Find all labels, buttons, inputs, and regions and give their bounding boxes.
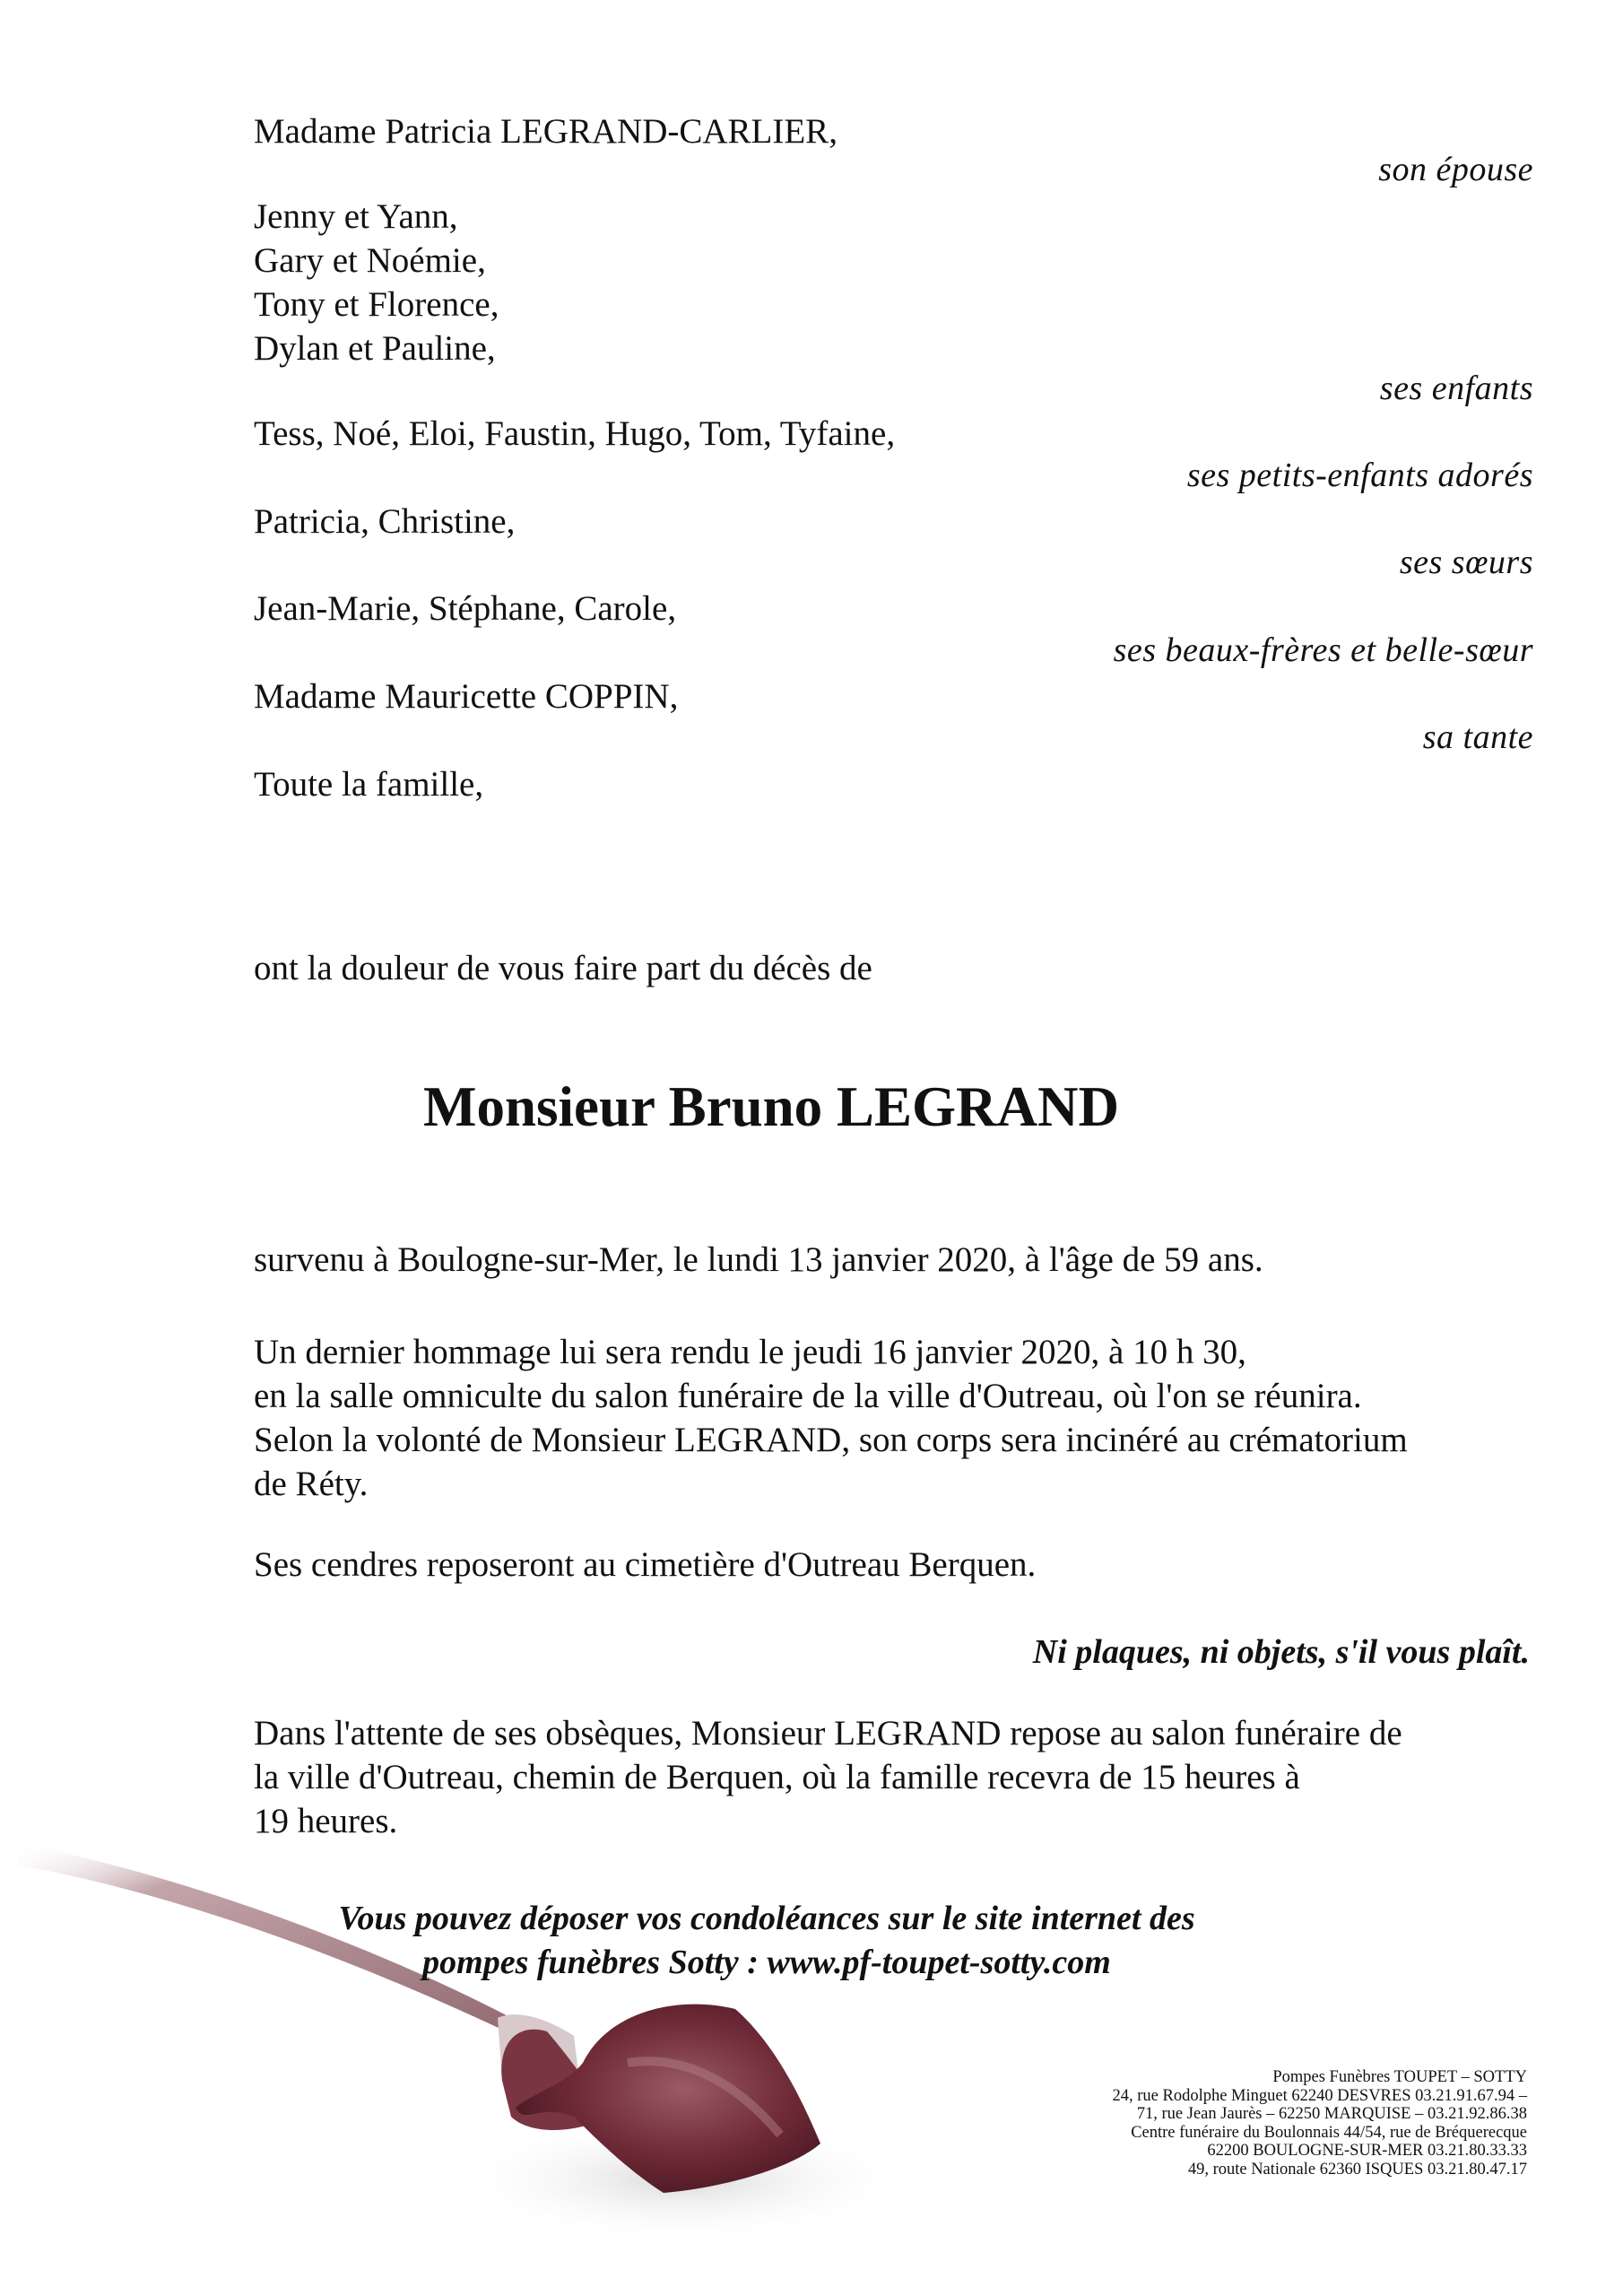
relation-label: ses petits-enfants adorés <box>1186 457 1533 494</box>
death-details: survenu à Boulogne-sur-Mer, le lundi 13 janvier 2020, à l'âge de 59 ans. <box>254 1240 1263 1279</box>
family-line: Tess, Noé, Eloi, Faustin, Hugo, Tom, Tyfaine, <box>254 414 896 453</box>
condolences-link-text: pompes funèbres Sotty : www.pf-toupet-sotty.com <box>422 1944 1111 1981</box>
footer-line: Pompes Funèbres TOUPET – SOTTY <box>1272 2068 1527 2086</box>
ceremony-line: Selon la volonté de Monsieur LEGRAND, son corps sera incinéré au crématorium <box>254 1421 1408 1459</box>
ceremony-line: de Réty. <box>254 1465 369 1503</box>
relation-label: ses beaux-frères et belle-sœur <box>1113 631 1533 669</box>
relation-label: son épouse <box>1378 151 1533 188</box>
announcement-text: ont la douleur de vous faire part du décès de <box>254 949 872 987</box>
condolences-line <box>0 1899 1623 1938</box>
footer-line: 62200 BOULOGNE-SUR-MER 03.21.80.33.33 <box>1207 2142 1527 2160</box>
family-line: Dylan et Pauline, <box>254 329 496 368</box>
relation-label: ses enfants <box>1379 370 1533 407</box>
flower-stem <box>18 1843 525 2040</box>
condolences-text: Vous pouvez déposer vos condoléances sur le site internet des <box>338 1900 1195 1937</box>
family-line: Tony et Florence, <box>254 285 499 324</box>
family-line: Jenny et Yann, <box>254 197 458 236</box>
relation-label: sa tante <box>1422 718 1533 756</box>
funeral-home-address-block <box>1113 2068 1528 2179</box>
visitation-line: 19 heures. <box>254 1802 398 1840</box>
family-line: Jean-Marie, Stéphane, Carole, <box>254 589 677 628</box>
ceremony-line: en la salle omniculte du salon funéraire de la ville d'Outreau, où l'on se réunira. <box>254 1377 1362 1415</box>
deceased-name-heading <box>0 1074 1623 1140</box>
visitation-line: la ville d'Outreau, chemin de Berquen, où la famille recevra de 15 heures à <box>254 1758 1300 1796</box>
no-flowers-notice: Ni plaques, ni objets, s'il vous plaît. <box>1032 1633 1530 1671</box>
family-line: Toute la famille, <box>254 765 484 804</box>
family-line: Madame Mauricette COPPIN, <box>254 677 679 716</box>
deceased-name: Monsieur Bruno LEGRAND <box>423 1075 1119 1138</box>
family-line: Madame Patricia LEGRAND-CARLIER, <box>254 112 838 151</box>
ashes-text: Ses cendres reposeront au cimetière d'Outreau Berquen. <box>254 1545 1037 1584</box>
footer-line: 71, rue Jean Jaurès – 62250 MARQUISE – 03.21.92.86.38 <box>1136 2105 1527 2123</box>
footer-line: 49, route Nationale 62360 ISQUES 03.21.80.47.17 <box>1187 2160 1527 2179</box>
family-line: Gary et Noémie, <box>254 241 486 280</box>
ceremony-line: Un dernier hommage lui sera rendu le jeudi 16 janvier 2020, à 10 h 30, <box>254 1333 1246 1371</box>
condolences-line <box>0 1943 1623 1982</box>
visitation-line: Dans l'attente de ses obsèques, Monsieur LEGRAND repose au salon funéraire de <box>254 1714 1402 1752</box>
relation-label: ses sœurs <box>1399 544 1533 581</box>
footer-line: 24, rue Rodolphe Minguet 62240 DESVRES 03.21.91.67.94 – <box>1112 2086 1527 2105</box>
family-line: Patricia, Christine, <box>254 502 516 541</box>
footer-line: Centre funéraire du Boulonnais 44/54, rue de Bréquerecque <box>1131 2123 1527 2142</box>
calla-lily-icon <box>0 1794 986 2296</box>
